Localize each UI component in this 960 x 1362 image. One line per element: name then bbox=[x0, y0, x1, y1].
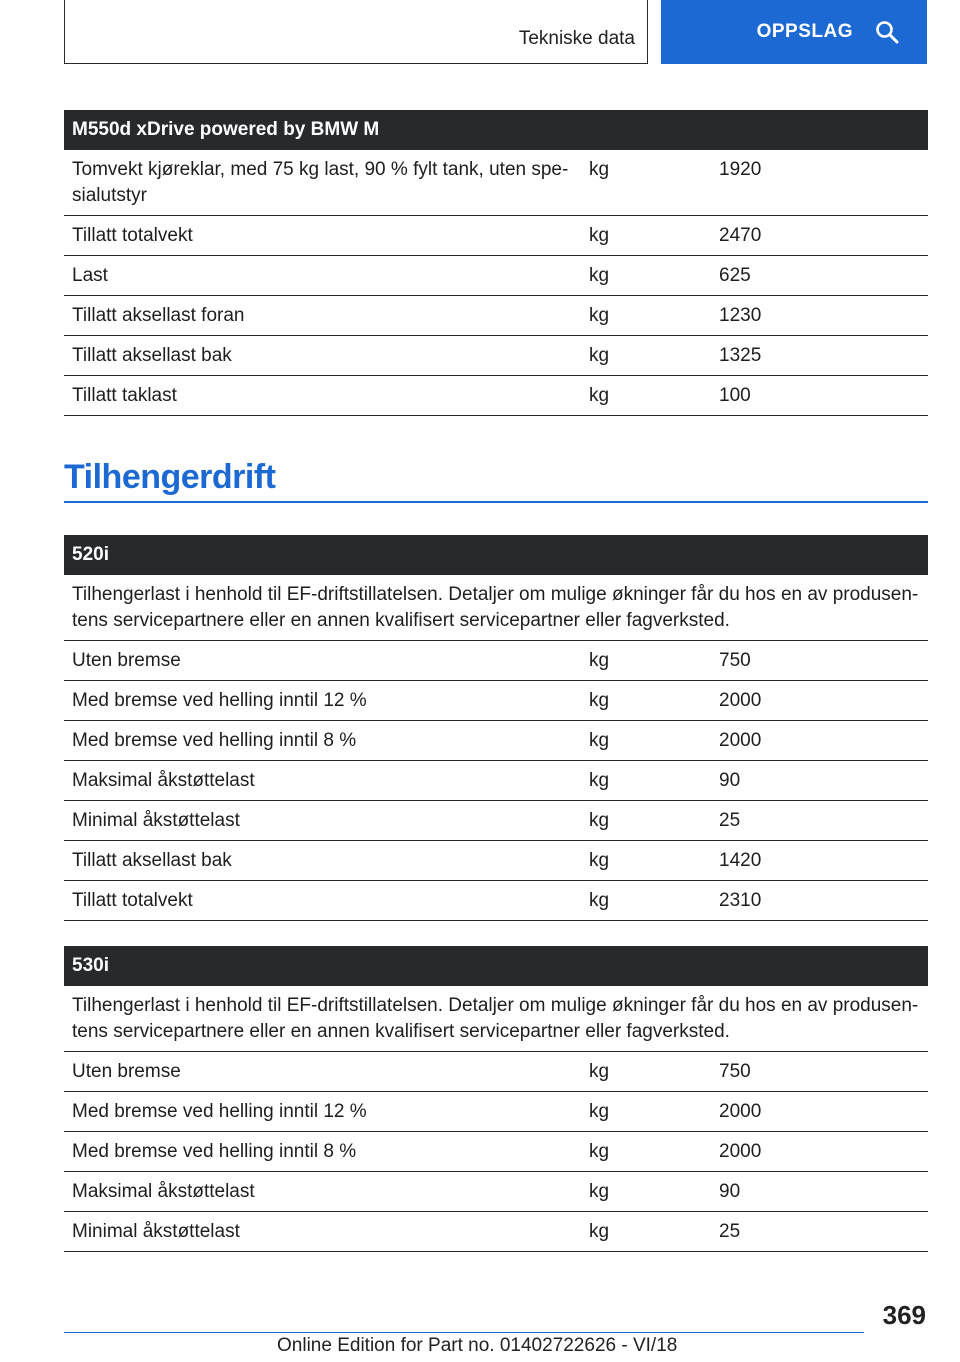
row-unit: kg bbox=[589, 810, 610, 831]
row-label: Maksimal åkstøttelast bbox=[72, 770, 255, 791]
footer-edition-text: Online Edition for Part no. 01402722626 - VI/18 bbox=[277, 1335, 678, 1356]
table-description: Tilhengerlast i henhold til EF-driftstillatelsen. Detaljer om mulige økninger får du hos en av produsen‐tens servicepartnere eller en annen kvalifisert servicepartner eller fagverksted. bbox=[64, 575, 928, 641]
row-unit: kg bbox=[589, 305, 610, 326]
table-row bbox=[64, 376, 928, 416]
header-section-box bbox=[64, 0, 648, 64]
table-row bbox=[64, 1052, 928, 1092]
table-row bbox=[64, 1092, 928, 1132]
table-row bbox=[64, 296, 928, 336]
table-row bbox=[64, 721, 928, 761]
row-unit: kg bbox=[589, 650, 610, 671]
page-number: 369 bbox=[882, 1300, 926, 1330]
row-value: 2470 bbox=[719, 225, 762, 246]
section-title: Tilhengerdrift bbox=[64, 458, 276, 496]
table-body bbox=[64, 1052, 928, 1252]
table-row bbox=[64, 761, 928, 801]
lookup-button[interactable] bbox=[661, 0, 927, 64]
row-unit: kg bbox=[589, 385, 610, 406]
row-value: 1920 bbox=[719, 159, 762, 180]
table-description: Tilhengerlast i henhold til EF-driftstillatelsen. Detaljer om mulige økninger får du hos en av produsen‐tens servicepartnere eller en annen kvalifisert servicepartner eller fagverksted. bbox=[64, 986, 928, 1052]
row-value: 750 bbox=[719, 650, 751, 671]
row-label: Tillatt aksellast bak bbox=[72, 850, 232, 871]
row-value: 1420 bbox=[719, 850, 762, 871]
row-unit: kg bbox=[589, 265, 610, 286]
row-unit: kg bbox=[589, 225, 610, 246]
table-row bbox=[64, 641, 928, 681]
row-label: Maksimal åkstøttelast bbox=[72, 1181, 255, 1202]
row-label: Uten bremse bbox=[72, 650, 181, 671]
row-unit: kg bbox=[589, 850, 610, 871]
row-unit: kg bbox=[589, 1061, 610, 1082]
table-row bbox=[64, 1172, 928, 1212]
search-icon bbox=[875, 20, 899, 44]
lookup-button-label: OPPSLAG bbox=[756, 21, 853, 42]
table-title: M550d xDrive powered by BMW M bbox=[64, 110, 928, 150]
row-unit: kg bbox=[589, 1181, 610, 1202]
row-label: Tillatt totalvekt bbox=[72, 225, 193, 246]
row-unit: kg bbox=[589, 345, 610, 366]
row-label: Med bremse ved helling inntil 8 % bbox=[72, 730, 357, 751]
row-value: 2000 bbox=[719, 1141, 762, 1162]
row-value: 2000 bbox=[719, 1101, 762, 1122]
row-value: 90 bbox=[719, 1181, 741, 1202]
table-520i bbox=[64, 535, 928, 921]
table-body bbox=[64, 641, 928, 921]
row-value: 1230 bbox=[719, 305, 762, 326]
row-label: Minimal åkstøttelast bbox=[72, 1221, 240, 1242]
table-row bbox=[64, 256, 928, 296]
row-value: 1325 bbox=[719, 345, 762, 366]
table-row bbox=[64, 681, 928, 721]
table-row bbox=[64, 216, 928, 256]
section-divider bbox=[64, 501, 928, 503]
row-label: Med bremse ved helling inntil 8 % bbox=[72, 1141, 357, 1162]
header-section-title: Tekniske data bbox=[518, 28, 635, 49]
row-unit: kg bbox=[589, 159, 610, 180]
row-value: 2000 bbox=[719, 690, 762, 711]
row-label: Med bremse ved helling inntil 12 % bbox=[72, 690, 367, 711]
row-unit: kg bbox=[589, 1141, 610, 1162]
row-label: Tillatt aksellast foran bbox=[72, 305, 245, 326]
footer-divider bbox=[64, 1332, 864, 1333]
row-unit: kg bbox=[589, 1101, 610, 1122]
table-m550d bbox=[64, 110, 928, 416]
row-value: 25 bbox=[719, 1221, 741, 1242]
table-title: 530i bbox=[64, 946, 928, 986]
table-row bbox=[64, 1212, 928, 1252]
row-unit: kg bbox=[589, 690, 610, 711]
row-value: 100 bbox=[719, 385, 751, 406]
table-row bbox=[64, 336, 928, 376]
row-value: 25 bbox=[719, 810, 741, 831]
row-label: Tillatt aksellast bak bbox=[72, 345, 232, 366]
row-label: Med bremse ved helling inntil 12 % bbox=[72, 1101, 367, 1122]
table-530i bbox=[64, 946, 928, 1252]
row-unit: kg bbox=[589, 770, 610, 791]
row-value: 2000 bbox=[719, 730, 762, 751]
table-row bbox=[64, 1132, 928, 1172]
row-value: 90 bbox=[719, 770, 741, 791]
row-unit: kg bbox=[589, 1221, 610, 1242]
row-value: 750 bbox=[719, 1061, 751, 1082]
table-row bbox=[64, 801, 928, 841]
row-value: 625 bbox=[719, 265, 751, 286]
table-title: 520i bbox=[64, 535, 928, 575]
table-row bbox=[64, 841, 928, 881]
row-unit: kg bbox=[589, 890, 610, 911]
row-label: Tillatt taklast bbox=[72, 385, 177, 406]
row-label: Uten bremse bbox=[72, 1061, 181, 1082]
table-row bbox=[64, 150, 928, 216]
row-label: Tomvekt kjøreklar, med 75 kg last, 90 % fylt tank, uten spe‐sialutstyr bbox=[72, 159, 569, 206]
row-label: Last bbox=[72, 265, 108, 286]
table-row bbox=[64, 881, 928, 921]
table-body bbox=[64, 150, 928, 416]
row-value: 2310 bbox=[719, 890, 762, 911]
row-label: Tillatt totalvekt bbox=[72, 890, 193, 911]
row-label: Minimal åkstøttelast bbox=[72, 810, 240, 831]
row-unit: kg bbox=[589, 730, 610, 751]
